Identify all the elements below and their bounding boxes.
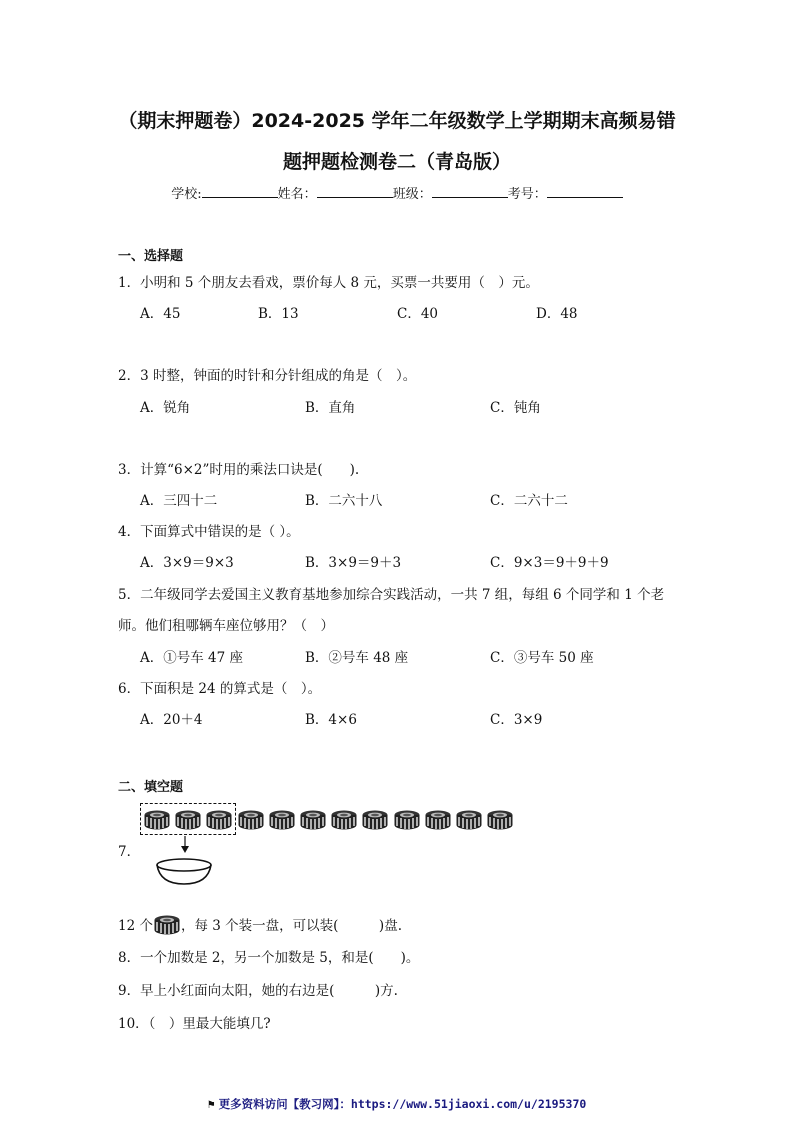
question-7 <box>118 911 402 937</box>
school-field[interactable] <box>202 185 278 198</box>
mooncake-icon <box>174 806 202 832</box>
q5-option-c[interactable]: C．③号车 50 座 <box>490 650 594 666</box>
question-5-line2: 师。他们租哪辆车座位够用？（ ） <box>118 618 334 634</box>
mooncake-icon <box>143 806 171 832</box>
question-6: 6．下面积是 24 的算式是（ ）。 <box>118 681 322 697</box>
question-4: 4．下面算式中错误的是（ ）。 <box>118 524 300 540</box>
mooncake-icon <box>237 806 265 832</box>
mooncake-icon <box>393 806 421 832</box>
question-1: 1．小明和 5 个朋友去看戏，票价每人 8 元，买票一共要用（ ）元。 <box>118 275 539 291</box>
q2-option-c[interactable]: C．钝角 <box>490 400 541 416</box>
school-label: 学校: <box>171 187 202 202</box>
mooncake-icon <box>361 806 389 832</box>
class-label: 班级： <box>392 187 432 202</box>
q5-option-a[interactable]: A．①号车 47 座 <box>140 650 244 666</box>
q4-option-b[interactable]: B．3×9＝9＋3 <box>305 555 402 571</box>
q7-rest: ，每 3 个装一盘，可以装( )盘. <box>180 918 402 934</box>
mooncake-icon <box>486 806 514 832</box>
q6-option-c[interactable]: C．3×9 <box>490 712 543 728</box>
q1-option-d[interactable]: D．48 <box>536 306 578 322</box>
footer-text: 更多资料访问【教习网】：https://www.51jiaoxi.com/u/2195370 <box>218 1097 587 1111</box>
question-7-number: 7． <box>118 844 141 860</box>
name-label: 姓名： <box>277 187 317 202</box>
mooncake-icon <box>299 806 327 832</box>
q3-option-b[interactable]: B．二六十八 <box>305 493 383 509</box>
question-8: 8．一个加数是 2，另一个加数是 5，和是( )。 <box>118 950 420 966</box>
mooncake-icon <box>153 911 181 937</box>
q3-option-a[interactable]: A．三四十二 <box>140 493 218 509</box>
question-3: 3．计算“6×2”时用的乘法口诀是( ). <box>118 462 360 478</box>
q2-option-b[interactable]: B．直角 <box>305 400 356 416</box>
question-2: 2．3 时整，钟面的时针和分针组成的角是（ ）。 <box>118 368 417 384</box>
mooncake-icon <box>424 806 452 832</box>
question-5: 5．二年级同学去爱国主义教育基地参加综合实践活动，一共 7 组，每组 6 个同学和 1 个老 <box>118 587 665 603</box>
number-field[interactable] <box>547 185 623 198</box>
question-9: 9．早上小红面向太阳，她的右边是( )方. <box>118 983 398 999</box>
student-info-line <box>0 183 794 202</box>
class-field[interactable] <box>432 185 508 198</box>
mooncake-icon <box>455 806 483 832</box>
page-title-line1: （期末押题卷）2024-2025 学年二年级数学上学期期末高频易错 <box>118 110 676 132</box>
flag-icon: ⚑ <box>207 1097 215 1111</box>
q3-option-c[interactable]: C．二六十二 <box>490 493 568 509</box>
q4-option-a[interactable]: A．3×9＝9×3 <box>140 555 234 571</box>
question-10: 10．（ ）里最大能填几? <box>118 1016 271 1032</box>
mooncake-icon <box>205 806 233 832</box>
page-title-line2: 题押题检测卷二（青岛版） <box>282 151 511 173</box>
name-field[interactable] <box>317 185 393 198</box>
q5-option-b[interactable]: B．②号车 48 座 <box>305 650 409 666</box>
plate-icon <box>154 855 214 887</box>
mooncake-icon <box>330 806 358 832</box>
q7-count: 12 个 <box>118 918 153 934</box>
number-label: 考号： <box>507 187 547 202</box>
q6-option-a[interactable]: A．20＋4 <box>140 712 203 728</box>
q6-option-b[interactable]: B．4×6 <box>305 712 357 728</box>
q1-option-c[interactable]: C．40 <box>397 306 439 322</box>
q2-option-a[interactable]: A．锐角 <box>140 400 191 416</box>
section-heading-choice: 一、选择题 <box>118 249 184 264</box>
q4-option-c[interactable]: C．9×3＝9＋9＋9 <box>490 555 609 571</box>
q1-option-a[interactable]: A．45 <box>140 306 181 322</box>
footer-link[interactable] <box>0 1096 794 1112</box>
q1-option-b[interactable]: B．13 <box>258 306 299 322</box>
section-heading-fill: 二、填空题 <box>118 780 184 795</box>
arrow-down-icon <box>175 836 195 854</box>
mooncake-icon <box>268 806 296 832</box>
